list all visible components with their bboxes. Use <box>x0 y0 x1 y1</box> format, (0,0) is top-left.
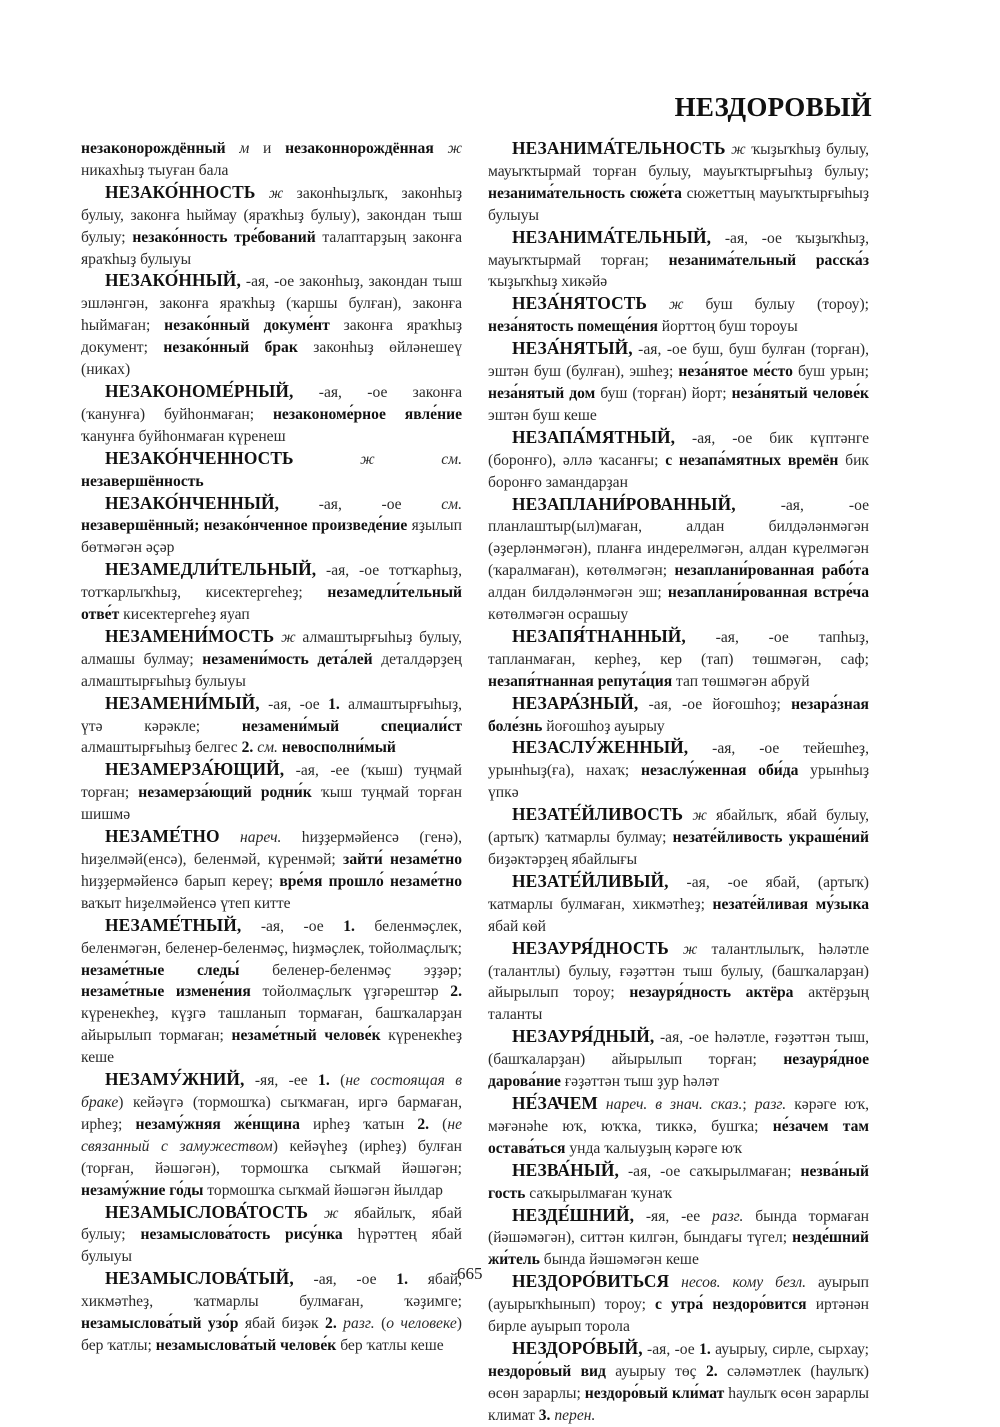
translation-text: һаулыҡ өсөн зарарлы климат <box>488 1384 869 1424</box>
translation-text: -ая, -ое һәләтле, ғәҙәттән тыш, (башҡаларҙан) айырылып торған; <box>488 1029 869 1069</box>
dictionary-entry <box>488 494 869 626</box>
left-column <box>81 138 462 1357</box>
example-phrase: незанима́тельность сюже́та <box>488 184 682 202</box>
dictionary-entry <box>81 826 462 915</box>
headword: НЕЗАКО́НЧЕННЫЙ, <box>105 492 280 513</box>
translation-text: ; <box>742 1095 755 1113</box>
headword: НЕЗАМЫСЛОВА́ТОСТЬ <box>105 1201 309 1222</box>
headword: НЕЗАТЕ́ЙЛИВОСТЬ <box>512 804 684 825</box>
example-phrase: с утра́ нездоро́вится <box>655 1296 807 1314</box>
translation-text: -яя, -ее <box>634 1207 712 1225</box>
example-phrase: незамени́мый специали́ст <box>241 717 462 735</box>
dictionary-entry <box>81 381 462 448</box>
dictionary-entry <box>81 559 462 626</box>
dictionary-entry <box>81 1069 462 1201</box>
translation-text: һиҙҙермәйенсә (генә), һиҙелмәй(енсә), беленмәй, күренмәй; <box>81 829 462 868</box>
grammar-label: ж <box>281 628 296 646</box>
translation-text: -ая, -ое йоғошһоҙ; <box>638 695 792 713</box>
translation-text <box>220 829 240 846</box>
headword: НЕЗА́НЯТОСТЬ <box>512 293 648 314</box>
dictionary-entry <box>81 138 462 182</box>
example-phrase: 2. <box>325 1315 337 1333</box>
example-phrase: 2. <box>705 1362 718 1380</box>
translation-text: буш булыу (тороу); <box>683 296 869 314</box>
grammar-label: ж см. <box>360 450 462 468</box>
translation-text: ауырып (ауырыҡһынып) тороу; <box>488 1274 869 1314</box>
headword: НЕЗАМЕ́ТНО <box>105 826 220 847</box>
example-phrase: незамерза́ющий родни́к <box>138 784 312 802</box>
translation-text: беленер-беленмәҫ эҙҙәр; <box>239 961 462 979</box>
translation-text: алмаштырғыһыҙ булыу, алмашы булмау; <box>81 628 462 668</box>
translation-text: ябай биҙәк <box>238 1315 326 1333</box>
translation-text: законһыҙ өйләнешеү (никах) <box>81 339 463 379</box>
example-phrase: незва́ный гость <box>488 1162 869 1202</box>
example-phrase: незако́нный брак <box>163 339 298 357</box>
translation-text: сюжеттың мауыҡтырғыһыҙ булыуы <box>488 184 869 224</box>
headword: НЕЗАМЕДЛИ́ТЕЛЬНЫЙ, <box>105 559 317 580</box>
grammar-label: ж <box>692 807 707 825</box>
example-phrase: 2. <box>417 1115 430 1133</box>
translation-text: буш урын; <box>792 363 869 381</box>
translation-text: саҡырылмаған ҡунаҡ <box>525 1184 672 1202</box>
example-phrase: неза́нятый челове́к <box>731 384 869 402</box>
headword: НЕЗАПЛАНИ́РОВАННЫЙ, <box>512 493 736 514</box>
grammar-label: см. <box>441 495 462 513</box>
grammar-label: см. <box>257 739 278 757</box>
headword: НЕЗАМЕ́ТНЫЙ, <box>105 914 242 935</box>
example-phrase: незде́шний жи́тель <box>488 1229 869 1269</box>
headword: НЕЗАНИМА́ТЕЛЬНЫЙ, <box>512 226 712 247</box>
dictionary-entry <box>81 915 462 1069</box>
example-phrase: с незапа́мятных времён <box>665 451 839 469</box>
headword: НЕЗА́НЯТЫЙ, <box>512 338 633 359</box>
grammar-label: перен. <box>554 1406 596 1424</box>
example-phrase: незавершённость <box>81 472 204 490</box>
translation-text: талаптарҙың законға яраҡһыҙ булыуы <box>81 228 462 268</box>
dictionary-entry <box>488 626 869 693</box>
headword: НЕЗВА́НЫЙ, <box>512 1159 619 1180</box>
dictionary-entry <box>488 1205 869 1272</box>
translation-text: -ая, -ое ябай, (артыҡ) ҡатмарлы булмаған, хикмәтһеҙ; <box>488 873 869 913</box>
example-phrase: неза́нятость помеще́ния <box>488 318 658 336</box>
translation-text: һүрәттең ябай булыуы <box>81 1226 462 1266</box>
dictionary-entry <box>81 626 462 693</box>
translation-text: -яя, -ее <box>244 1072 319 1090</box>
translation-text: көтөлмәгән осрашыу <box>488 606 629 624</box>
headword: НЕЗАКО́ННОСТЬ <box>105 181 256 202</box>
translation-text: яҙылып бөтмәгән әҫәр <box>81 517 462 557</box>
translation-text: тормошҡа сыҡмай йәшәгән йылдар <box>203 1181 443 1199</box>
headword: НЕЗДОРО́ВИТЬСЯ <box>512 1271 670 1292</box>
grammar-label: ж <box>268 184 284 202</box>
translation-text: ваҡыт һиҙелмәйенсә үтеп китте <box>81 894 291 912</box>
translation-text <box>669 941 683 958</box>
translation-text: йорттоң буш тороуы <box>657 318 798 336</box>
example-phrase: незаконорождённый <box>81 140 240 157</box>
headword: НЕЗАУРЯ́ДНЫЙ, <box>512 1026 655 1047</box>
example-phrase: незамыслова́тый челове́к <box>155 1336 337 1354</box>
translation-text <box>255 185 268 202</box>
translation-text: -ая, -ое законһыҙ, закондан тыш эшләнгән, законға яраҡһыҙ (ҡаршы булған), законға һыймаған; <box>81 273 462 335</box>
example-phrase: незамедли́тельный отве́т <box>81 584 462 624</box>
translation-text: ) кейәүгә (тормошҡа) сыҡмаған, иргә бармаған, ирһеҙ; <box>81 1093 462 1133</box>
grammar-label: ж <box>323 1204 339 1222</box>
translation-text: ҡанунға буйһонмаған күренеш <box>81 427 286 445</box>
translation-text: иртәнән бирле ауырып торола <box>488 1296 870 1336</box>
translation-text: бында йәшәмәгән кеше <box>539 1251 699 1269</box>
translation-text: -ая, -ее (ҡыш) туңмай торған; <box>81 762 462 802</box>
example-phrase: неза́нятый дом <box>488 384 596 402</box>
dictionary-entry <box>488 1093 869 1160</box>
translation-text <box>598 1096 606 1113</box>
translation-text <box>308 1205 324 1222</box>
translation-text: ( <box>429 1115 448 1133</box>
translation-text <box>669 1274 681 1291</box>
headword: НЕЗАПЯ́ТНАННЫЙ, <box>512 625 686 646</box>
example-phrase: 2. <box>241 739 254 757</box>
headword: НЕЗАНИМА́ТЕЛЬНОСТЬ <box>512 138 726 158</box>
headword: НЕЗАСЛУ́ЖЕННЫЙ, <box>512 737 689 758</box>
dictionary-entry <box>81 759 462 826</box>
translation-text: -ая, -ое <box>259 695 329 713</box>
example-phrase: незапя́тнанная репута́ция <box>488 672 673 690</box>
dictionary-entry <box>488 737 869 804</box>
dictionary-entry <box>81 448 462 493</box>
translation-text: ( <box>329 1072 346 1090</box>
example-phrase: незауря́дность актёра <box>629 984 794 1002</box>
translation-text: -ая, -ое тейешһеҙ, урынһыҙ(ға), нахаҡ; <box>488 740 869 780</box>
example-phrase: 1. <box>343 917 355 935</box>
translation-text: -ая, -ое бик күптәнге (боронғо), әллә ҡасанғы; <box>488 429 869 469</box>
translation-text: кәрәге юҡ, мәғәнәһе юҡ, юҡҡа, тиккә, бушҡа; <box>488 1095 869 1135</box>
grammar-label: м <box>239 140 250 157</box>
translation-text: ирһеҙ ҡатын <box>299 1115 418 1133</box>
example-phrase: нездоро́вый вид <box>488 1362 606 1380</box>
headword: НЕЗАКОНОМЕ́РНЫЙ, <box>105 380 294 401</box>
example-phrase: 2. <box>450 983 462 1001</box>
example-phrase: незавершённый; незако́нченное произведе́ние <box>81 517 408 535</box>
translation-text <box>647 296 669 313</box>
example-phrase: незаму́жняя же́нщина <box>135 1115 300 1133</box>
headword: НЕЗАМЕНИ́МОСТЬ <box>105 625 275 646</box>
translation-text: унда ҡалыуҙың кәрәге юҡ <box>565 1139 742 1157</box>
translation-text: бында тормаған (йәшәмәгән), ситтән килгән, бындағы түгел; <box>488 1207 869 1247</box>
dictionary-entry <box>81 693 462 760</box>
dictionary-entry <box>488 138 869 227</box>
translation-text: актёрҙың таланты <box>488 984 869 1024</box>
example-phrase: незаплани́рованная рабо́та <box>674 562 869 580</box>
example-phrase: незате́йливая му́зыка <box>712 895 869 913</box>
translation-text: һиҙҙермәйенсә барып кереү; <box>81 872 280 890</box>
grammar-label: нареч. <box>240 829 282 847</box>
translation-text: ябай, хикмәтһеҙ, ҡатмарлы булмаған, ҡәҙимге; <box>81 1271 462 1311</box>
headword: НЕЗАМЕНИ́МЫЙ, <box>105 692 260 713</box>
translation-text: беленмәҫлек, беленмәгән, беленер-беленмәҫ, һиҙмәҫлек, тойолмаҫлыҡ; <box>81 917 463 957</box>
translation-text: ябайлыҡ, ябай булыу, (артыҡ) ҡатмарлы булмау; <box>488 807 869 847</box>
translation-text: күренекһеҙ, күҙгә ташланып тормаған, башҡаларҙан айырылып тормаған; <box>81 1005 462 1045</box>
translation-text: -ая, -ое саҡырылмаған; <box>618 1162 801 1180</box>
translation-text: ( <box>374 1315 387 1333</box>
dictionary-entry <box>488 938 869 1027</box>
translation-text: -ая, -ое планлаштыр(ыл)маған, алдан билдәләнмәгән (әҙерләнмәгән), планға индерелмәгән, алдан күрелмәгән (ҡаралмаған), көтөлмәгән; <box>488 496 869 580</box>
translation-text: буш (торған) йорт; <box>595 384 732 402</box>
dictionary-entry <box>488 804 869 871</box>
translation-text: -ая, -ое буш, буш булған (торған), эштән буш (булған), эшһеҙ; <box>488 341 869 381</box>
translation-text: кисектергеһеҙ яуап <box>119 606 250 624</box>
dictionary-entry <box>488 693 869 738</box>
headword: НЕЗДОРО́ВЫЙ, <box>512 1337 643 1358</box>
example-phrase: незаме́тные измене́ния <box>81 983 251 1001</box>
translation-text: сәләмәтлек (һаулыҡ) өсөн зарарлы; <box>488 1362 869 1402</box>
grammar-label: ж <box>669 296 684 314</box>
translation-text: -ая, -ое ҡыҙыҡһыҙ, мауыҡтырмай торған; <box>488 229 869 269</box>
running-head: НЕЗДОРОВЫЙ <box>674 92 872 122</box>
dictionary-entry <box>488 1338 869 1427</box>
grammar-label: о человеке <box>386 1315 457 1333</box>
example-phrase: незамени́мость дета́лей <box>202 650 373 668</box>
example-phrase: незаплани́рованная встре́ча <box>667 584 870 602</box>
example-phrase: 3. <box>538 1406 551 1424</box>
translation-text: ҡыҙыҡһыҙ булыу, мауыҡтырмай торған булыу, мауыҡтырғыһыҙ булыу; <box>488 141 869 180</box>
grammar-label: разг. <box>754 1095 787 1113</box>
dictionary-entry <box>488 1160 869 1205</box>
dictionary-entry <box>81 182 462 271</box>
example-phrase: не́зачем там остава́ться <box>488 1117 869 1157</box>
headword: НЕЗАКО́ННЫЙ, <box>105 270 241 291</box>
dictionary-entry <box>81 1268 462 1357</box>
translation-text: -ая, -ое тотҡарһыҙ, тотҡарлыҡһыҙ, кисектергеһеҙ; <box>81 562 462 602</box>
translation-text: тап төшмәгән абруй <box>672 672 810 690</box>
grammar-label: ж <box>682 940 698 958</box>
dictionary-entry <box>488 871 869 938</box>
headword: НЕЗАРА́ЗНЫЙ, <box>512 692 639 713</box>
example-phrase: 1. <box>396 1271 408 1289</box>
translation-text <box>294 451 361 468</box>
example-phrase: невосполни́мый <box>281 739 396 757</box>
headword: НЕЗАТЕ́ЙЛИВЫЙ, <box>512 870 669 891</box>
dictionary-entry <box>488 1271 869 1338</box>
dictionary-entry <box>81 270 462 381</box>
example-phrase: незара́зная боле́знь <box>488 695 869 735</box>
translation-text: урынһыҙ үпкә <box>488 762 869 802</box>
example-phrase: незамыслова́тый узо́р <box>81 1315 239 1333</box>
translation-text: йоғошһоҙ ауырыу <box>542 717 665 735</box>
example-phrase: 1. <box>328 695 340 713</box>
translation-text: ҡыш туңмай торған шишмә <box>81 784 463 824</box>
grammar-label: не состоящая в браке <box>81 1072 463 1111</box>
example-phrase: неза́нятое ме́сто <box>678 363 793 381</box>
translation-text: бик боронғо замандарҙан <box>488 451 869 491</box>
example-phrase: незанима́тельный расска́з <box>668 251 869 269</box>
translation-text: ) кейәүһеҙ (ирһеҙ) булған (торған, йәшәгән), тормошҡа сыҡмай йәшәгән; <box>81 1137 462 1177</box>
translation-text: ябай көй <box>488 917 546 935</box>
example-phrase: 1. <box>318 1072 330 1090</box>
dictionary-entry <box>488 227 869 294</box>
example-phrase: незауря́дное дарова́ние <box>488 1051 869 1091</box>
translation-text <box>683 807 692 824</box>
dictionary-entry <box>488 338 869 427</box>
example-phrase: незамыслова́тость рису́нка <box>140 1226 343 1244</box>
translation-text: алдан билдәләнмәгән эш; <box>488 584 668 602</box>
example-phrase: незаме́тный челове́к <box>231 1027 381 1045</box>
translation-text: -ая, -ое <box>241 917 344 935</box>
translation-text: никахһыҙ тыуған бала <box>81 161 229 179</box>
headword: НЕ́ЗАЧЕМ <box>512 1092 598 1113</box>
dictionary-entry <box>81 493 462 560</box>
example-phrase: незате́йливость украше́ний <box>672 829 869 847</box>
grammar-label: разг. <box>343 1315 375 1333</box>
example-phrase: незакономе́рное явле́ние <box>272 405 462 423</box>
dictionary-entry <box>81 1202 462 1269</box>
grammar-label: не связанный с замужеством <box>81 1115 463 1155</box>
translation-text: күренекһеҙ кеше <box>81 1027 463 1067</box>
translation-text: ябайлыҡ, ябай булыу; <box>81 1204 462 1244</box>
example-phrase: незако́нный докуме́нт <box>164 317 330 335</box>
translation-text: -ая, -ое <box>642 1340 700 1358</box>
headword: НЕЗАУРЯ́ДНОСТЬ <box>512 937 669 958</box>
example-phrase: вре́мя прошло́ незаме́тно <box>279 872 462 890</box>
example-phrase: 1. <box>699 1340 711 1358</box>
dictionary-entry <box>488 427 869 494</box>
headword: НЕЗАМЫСЛОВА́ТЫЙ, <box>105 1268 294 1289</box>
grammar-label: разг. <box>711 1207 744 1225</box>
translation-text: алмаштырғыһыҙ белгес <box>81 739 242 757</box>
example-phrase: незаконнорождённая <box>285 140 448 157</box>
example-phrase: незаму́жние го́ды <box>81 1181 204 1199</box>
translation-text: ) бер ҡатлы; <box>81 1315 462 1354</box>
headword: НЕЗДЕ́ШНИЙ, <box>512 1204 635 1225</box>
example-phrase: незаме́тные следы́ <box>81 961 240 979</box>
translation-text: -ая, -ое законға (ҡанунға) буйһонмаған; <box>81 383 462 423</box>
dictionary-entry <box>488 1026 869 1093</box>
right-column <box>488 138 869 1427</box>
translation-text: эштән буш кеше <box>488 406 597 424</box>
translation-text: -ая, -ое тапһыҙ, тапланмаған, керһеҙ, кер (тап) төшмәгән, саф; <box>488 628 869 668</box>
translation-text: ауырыу, сирле, сырхау; <box>710 1340 869 1358</box>
example-phrase: зайти́ незаме́тно <box>343 851 462 868</box>
translation-text: -ая, -ое <box>293 1271 397 1289</box>
translation-text: законһыҙлыҡ, законһыҙ булыу, законға һыймау (яраҡһыҙ булыу), закондан тыш булыу; <box>81 184 462 246</box>
grammar-label: несов. кому безл. <box>681 1274 807 1292</box>
translation-text: талантлылыҡ, һәләтле (талантлы) булыу, ғәҙәттән тыш булыу, (башҡаларҙан) айырылып тороу; <box>488 940 869 1002</box>
example-phrase: незако́нность тре́бований <box>132 228 316 246</box>
example-phrase: нездоро́вый кли́мат <box>584 1384 725 1402</box>
example-phrase: незаслу́женная оби́да <box>640 762 799 780</box>
headword: НЕЗАКО́НЧЕННОСТЬ <box>105 447 294 468</box>
grammar-label: ж <box>731 141 746 158</box>
page-number: 665 <box>457 1264 483 1283</box>
translation-text: законға яраҡһыҙ документ; <box>81 317 462 357</box>
translation-text: алмаштырғыһыҙ, үтә кәрәкле; <box>81 695 462 735</box>
translation-text: и <box>249 140 286 157</box>
dictionary-entry <box>488 293 869 338</box>
translation-text: тойолмаҫлыҡ үҙгәрештәр <box>250 983 451 1001</box>
headword: НЕЗАМУ́ЖНИЙ, <box>105 1069 245 1090</box>
translation-text: -ая, -ое <box>279 495 442 513</box>
headword: НЕЗАМЕРЗА́ЮЩИЙ, <box>105 759 285 780</box>
translation-text: ауырыу төҫ <box>605 1362 706 1380</box>
grammar-label: нареч. в знач. сказ. <box>605 1095 743 1113</box>
translation-text: ҡыҙыҡһыҙ хикәйә <box>488 273 608 291</box>
translation-text: биҙәктәрҙең ябайлығы <box>488 851 638 868</box>
grammar-label: ж <box>447 140 462 157</box>
translation-text: бер ҡатлы кеше <box>336 1336 444 1354</box>
headword: НЕЗАПА́МЯТНЫЙ, <box>512 426 676 447</box>
translation-text: ғәҙәттән тыш ҙур һәләт <box>560 1073 720 1091</box>
translation-text: деталдәрҙең алмаштырғыһыҙ булыуы <box>81 650 462 690</box>
